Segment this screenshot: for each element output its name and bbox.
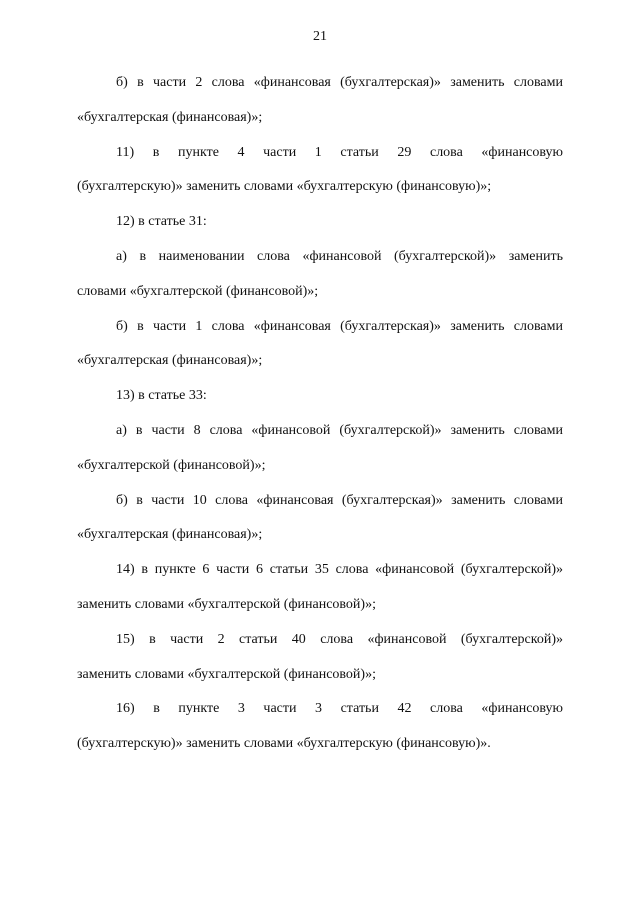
paragraph-10 <box>77 623 563 693</box>
paragraph-line: б) в части 2 слова «финансовая (бухгалтерская)» заменить словами <box>116 75 563 90</box>
paragraph-5 <box>77 310 563 380</box>
paragraph-line: «бухгалтерская (финансовая)»; <box>77 353 263 369</box>
paragraph-line: 15) в части 2 статьи 40 слова «финансовой (бухгалтерской)» <box>116 631 563 647</box>
paragraph-line: б) в части 10 слова «финансовая (бухгалтерская)» заменить словами <box>116 492 563 508</box>
paragraph-1 <box>77 66 563 136</box>
paragraph-line: «бухгалтерской (финансовой)»; <box>77 457 266 473</box>
paragraph-11 <box>77 692 563 762</box>
paragraph-line: 13) в статье 33: <box>116 388 207 404</box>
paragraph-line: 16) в пункте 3 части 3 статьи 42 слова «финансовую <box>116 701 563 717</box>
paragraph-line: заменить словами «бухгалтерской (финансовой)»; <box>77 596 376 612</box>
paragraph-line: (бухгалтерскую)» заменить словами «бухгалтерскую (финансовую)». <box>77 736 491 752</box>
paragraph-9 <box>77 553 563 623</box>
paragraph-line: 14) в пункте 6 части 6 статьи 35 слова «финансовой (бухгалтерской)» <box>116 562 563 578</box>
paragraph-line: а) в части 8 слова «финансовой (бухгалтерской)» заменить словами <box>116 422 563 438</box>
paragraph-line: «бухгалтерская (финансовая)»; <box>77 527 263 543</box>
paragraph-4 <box>77 240 563 310</box>
paragraph-6 <box>77 379 563 414</box>
paragraph-2 <box>77 136 563 206</box>
paragraph-line: 12) в статье 31: <box>116 214 207 230</box>
paragraph-line: (бухгалтерскую)» заменить словами «бухгалтерскую (финансовую)»; <box>77 179 492 195</box>
paragraph-7 <box>77 414 563 484</box>
paragraph-8 <box>77 484 563 554</box>
paragraph-line: б) в части 1 слова «финансовая (бухгалтерская)» заменить словами <box>116 318 563 334</box>
paragraph-line: словами «бухгалтерской (финансовой)»; <box>77 283 319 299</box>
page-number: 21 <box>313 29 327 44</box>
paragraph-line: а) в наименовании слова «финансовой (бухгалтерской)» заменить <box>116 248 563 264</box>
paragraph-line: заменить словами «бухгалтерской (финансовой)»; <box>77 666 376 682</box>
paragraph-3 <box>77 205 563 240</box>
paragraph-line: 11) в пункте 4 части 1 статьи 29 слова «финансовую <box>116 144 563 160</box>
paragraph-line: «бухгалтерская (финансовая)»; <box>77 109 263 125</box>
document-body <box>77 66 563 762</box>
